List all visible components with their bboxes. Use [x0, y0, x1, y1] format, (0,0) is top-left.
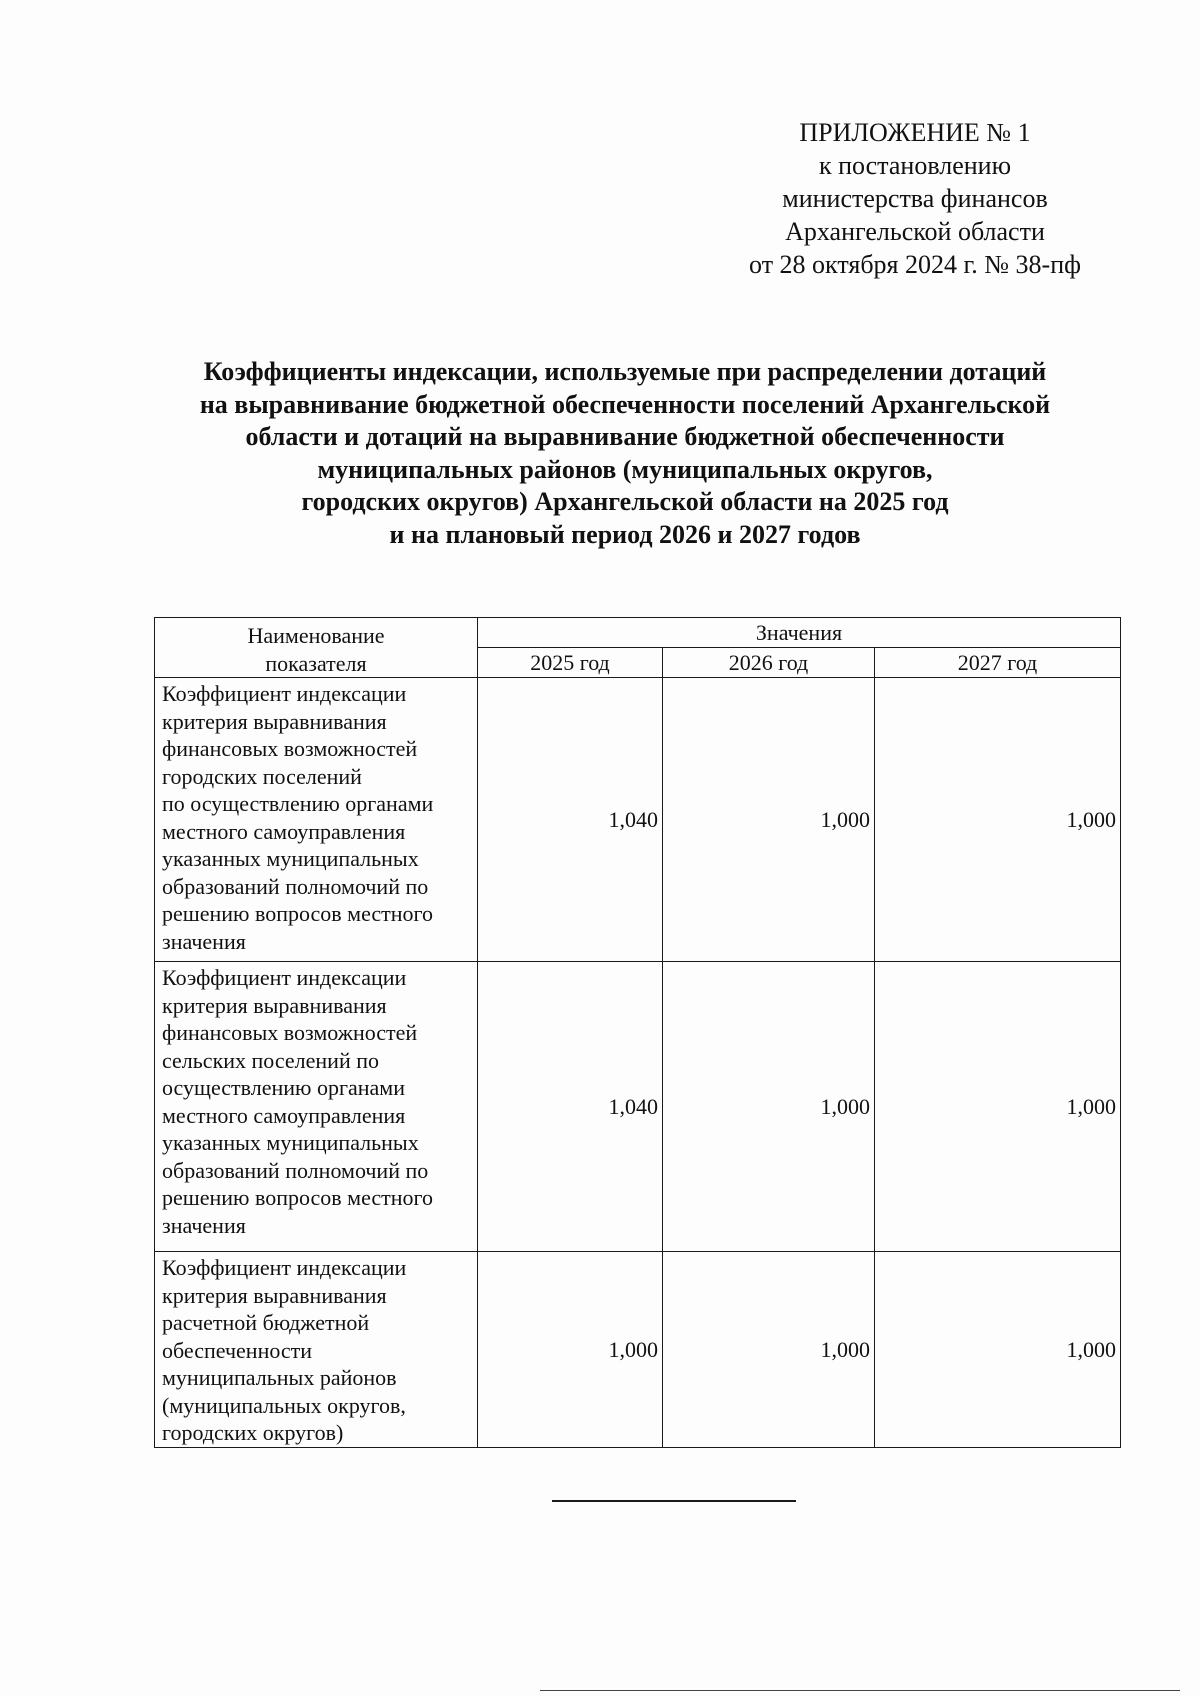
indicator-line: решению вопросов местного	[162, 901, 434, 926]
indicator-line: Коэффициент индексации	[162, 681, 407, 706]
indicator-line: городских поселений	[162, 763, 362, 789]
header-indicator-name	[155, 618, 478, 678]
indicator-line: значения	[162, 928, 246, 954]
value-2027: 1,000	[875, 962, 1121, 1252]
end-of-document-rule	[552, 1500, 796, 1502]
title-line: и на плановый период 2026 и 2027 годов	[389, 519, 861, 549]
indicator-line: сельских поселений по	[162, 1047, 379, 1073]
appendix-line: к постановлению	[818, 151, 1012, 180]
table-row	[155, 1252, 1121, 1448]
indicator-line: Коэффициент индексации	[162, 965, 407, 990]
value-2026: 1,000	[663, 962, 875, 1252]
header-year-2027: 2027 год	[875, 648, 1121, 678]
value-2026: 1,000	[663, 1252, 875, 1448]
indicator-line: указанных муниципальных	[162, 846, 419, 871]
header-year-2026: 2026 год	[663, 648, 875, 678]
table-row	[155, 678, 1121, 962]
indicator-line: муниципальных районов	[162, 1365, 397, 1390]
indicator-line: критерия выравнивания	[162, 1282, 387, 1308]
value-2026: 1,000	[663, 678, 875, 962]
indicator-line: решению вопросов местного	[162, 1185, 434, 1210]
indicator-line: расчетной бюджетной	[162, 1310, 370, 1335]
appendix-line: Архангельской области	[785, 217, 1045, 246]
indicator-line: критерия выравнивания	[162, 992, 387, 1018]
appendix-number: ПРИЛОЖЕНИЕ № 1	[799, 118, 1031, 147]
coefficients-table	[154, 617, 1121, 1448]
indicator-name-cell	[155, 678, 478, 962]
indicator-line: Коэффициент индексации	[162, 1255, 407, 1280]
indicator-line: по осуществлению органами	[162, 791, 434, 816]
document-title	[150, 356, 1100, 551]
header-name-line: показателя	[265, 650, 367, 676]
title-line: муниципальных районов (муниципальных округов,	[317, 454, 933, 484]
title-line: городских округов) Архангельской области на 2025 год	[301, 487, 949, 516]
indicator-line: осуществлению органами	[162, 1075, 405, 1100]
appendix-line: министерства финансов	[782, 184, 1048, 213]
header-values: Значения	[478, 618, 1121, 648]
appendix-header	[700, 116, 1130, 281]
value-2025: 1,000	[478, 1252, 663, 1448]
appendix-date: от 28 октября 2024 г. № 38-пф	[749, 250, 1081, 279]
header-year-2025: 2025 год	[478, 648, 663, 678]
indicator-line: критерия выравнивания	[162, 708, 387, 734]
indicator-line: образований полномочий по	[162, 1157, 429, 1183]
indicator-line: (муниципальных округов,	[162, 1392, 406, 1418]
indicator-line: финансовых возможностей	[162, 1020, 418, 1045]
indicator-line: местного самоуправления	[162, 818, 406, 844]
value-2025: 1,040	[478, 678, 663, 962]
value-2027: 1,000	[875, 1252, 1121, 1448]
indicator-line: образований полномочий по	[162, 873, 429, 899]
title-line: области и дотаций на выравнивание бюджетной обеспеченности	[245, 422, 1005, 451]
indicator-line: указанных муниципальных	[162, 1130, 419, 1155]
value-2025: 1,040	[478, 962, 663, 1252]
title-line: Коэффициенты индексации, используемые при распределении дотаций	[203, 357, 1047, 386]
table-row	[155, 962, 1121, 1252]
indicator-line: финансовых возможностей	[162, 736, 418, 761]
title-line: на выравнивание бюджетной обеспеченности поселений Архангельской	[199, 389, 1051, 419]
indicator-line: городских округов)	[162, 1420, 344, 1445]
scan-edge-rule	[540, 1690, 1180, 1691]
value-2027: 1,000	[875, 678, 1121, 962]
indicator-line: обеспеченности	[162, 1337, 313, 1363]
header-name-line: Наименование	[247, 623, 385, 648]
indicator-name-cell	[155, 962, 478, 1252]
indicator-line: местного самоуправления	[162, 1102, 406, 1128]
indicator-name-cell	[155, 1252, 478, 1448]
indicator-line: значения	[162, 1212, 246, 1238]
